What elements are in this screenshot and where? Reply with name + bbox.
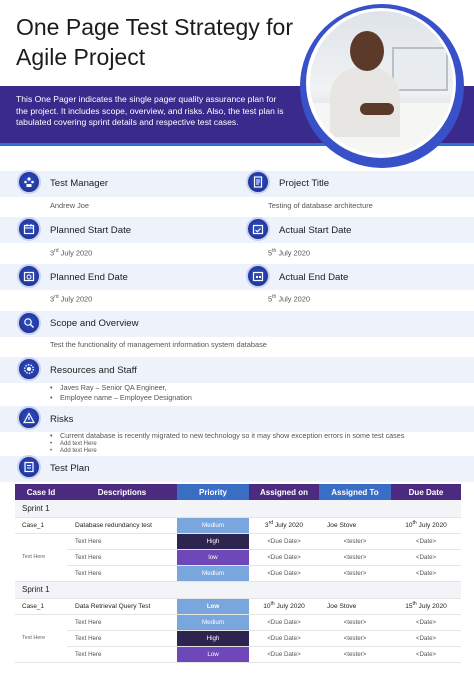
assigned-to: <tester>: [319, 533, 391, 549]
planned-end-label: Planned End Date: [50, 272, 128, 283]
actual-start-value: 5th July 2020: [268, 248, 310, 258]
list-item: • Add text Here: [50, 441, 404, 449]
row-desc: Text Here: [67, 533, 177, 549]
calendar-icon: [17, 217, 41, 241]
due-date: <Date>: [391, 565, 461, 581]
due-date: 15th July 2020: [391, 598, 461, 614]
test-plan-table: [15, 484, 461, 663]
resources-label: Resources and Staff: [50, 365, 137, 376]
plan-icon: [17, 455, 41, 479]
assigned-on: <Due Date>: [249, 630, 319, 646]
col-descriptions: Descriptions: [67, 484, 177, 500]
case-id: Case_1: [15, 598, 67, 614]
priority-badge: low: [177, 549, 249, 565]
group-label: Text Here: [15, 614, 67, 662]
page-title: [16, 12, 306, 72]
row-desc: Text Here: [67, 549, 177, 565]
assigned-to: <tester>: [319, 614, 391, 630]
col-case-id: Case Id: [15, 484, 67, 500]
sprint-label: Sprint 1: [15, 581, 461, 598]
table-row: [15, 630, 461, 646]
table-row: [15, 533, 461, 549]
scope-label: Scope and Overview: [50, 318, 139, 329]
assigned-to: <tester>: [319, 549, 391, 565]
calendar-clock-icon: [17, 264, 41, 288]
assigned-on: <Due Date>: [249, 549, 319, 565]
intro-text: This One Pager indicates the single pager quality assurance plan for the project. It includes scope, overview, and risks. Also, the test plan is tabulated covering sprint details and respective test cases.: [16, 94, 284, 127]
due-date: <Date>: [391, 614, 461, 630]
priority-badge: Low: [177, 598, 249, 614]
due-date: <Date>: [391, 533, 461, 549]
assigned-on: <Due Date>: [249, 614, 319, 630]
col-assigned-on: Assigned on: [249, 484, 319, 500]
test-manager-value: Andrew Joe: [50, 201, 90, 210]
resources-list: [50, 383, 192, 402]
assigned-to: Joe Stove: [319, 517, 391, 533]
planned-start-label: Planned Start Date: [50, 225, 132, 236]
case-desc: Database redundancy test: [67, 517, 177, 533]
table-row: [15, 517, 461, 533]
priority-badge: High: [177, 630, 249, 646]
row-desc: Text Here: [67, 565, 177, 581]
actual-end-value: 5th July 2020: [268, 294, 310, 304]
priority-badge: Medium: [177, 517, 249, 533]
sprint-label: Sprint 1: [15, 500, 461, 517]
assigned-on: 3rd July 2020: [249, 517, 319, 533]
group-label: Text Here: [15, 533, 67, 581]
priority-badge: Low: [177, 646, 249, 662]
row-desc: Text Here: [67, 630, 177, 646]
assigned-on: 10th July 2020: [249, 598, 319, 614]
assigned-to: <tester>: [319, 565, 391, 581]
assigned-on: <Due Date>: [249, 565, 319, 581]
risks-label: Risks: [50, 414, 74, 425]
assigned-to: Joe Stove: [319, 598, 391, 614]
risk-icon: [17, 406, 41, 430]
photo-frame: [300, 4, 464, 168]
col-assigned-to: Assigned To: [319, 484, 391, 500]
assigned-to: <tester>: [319, 630, 391, 646]
list-item: • Add text Here: [50, 448, 404, 456]
table-row: [15, 598, 461, 614]
project-title-label: Project Title: [279, 178, 330, 189]
title-line-1: One Page Test Strategy for: [16, 14, 294, 40]
person-photo: [310, 11, 453, 154]
col-due-date: Due Date: [391, 484, 461, 500]
row-desc: Text Here: [67, 614, 177, 630]
risks-list: [50, 431, 404, 456]
list-item: • Employee name – Employee Designation: [50, 393, 192, 403]
actual-end-label: Actual End Date: [279, 272, 349, 283]
due-date: <Date>: [391, 549, 461, 565]
test-manager-label: Test Manager: [50, 178, 109, 189]
table-row: [15, 646, 461, 662]
scope-icon: [17, 311, 41, 335]
assigned-on: <Due Date>: [249, 533, 319, 549]
test-plan-label: Test Plan: [50, 463, 90, 474]
case-id: Case_1: [15, 517, 67, 533]
title-line-2: Agile Project: [16, 44, 146, 70]
table-row: [15, 565, 461, 581]
actual-start-label: Actual Start Date: [279, 225, 352, 236]
staff-icon: [17, 357, 41, 381]
scope-text: Test the functionality of management information system database: [50, 340, 267, 349]
due-date: <Date>: [391, 630, 461, 646]
due-date: <Date>: [391, 646, 461, 662]
project-title-value: Testing of database architecture: [268, 201, 373, 210]
planned-start-value: 3rd July 2020: [50, 248, 93, 258]
assigned-on: <Due Date>: [249, 646, 319, 662]
calendar-check-icon: [246, 217, 270, 241]
priority-badge: High: [177, 533, 249, 549]
document-icon: [246, 170, 270, 194]
table-row: [15, 549, 461, 565]
table-row: [15, 614, 461, 630]
due-date: 10th July 2020: [391, 517, 461, 533]
calendar-tick-icon: [246, 264, 270, 288]
table-header: [15, 484, 461, 500]
assigned-to: <tester>: [319, 646, 391, 662]
list-item: • Javes Ray – Senior QA Engineer,: [50, 383, 192, 393]
row-desc: Text Here: [67, 646, 177, 662]
team-icon: [17, 170, 41, 194]
list-item: • Current database is recently migrated to new technology so it may show exception errors in some test cases: [50, 431, 404, 441]
priority-badge: Medium: [177, 614, 249, 630]
planned-end-value: 3rd July 2020: [50, 294, 93, 304]
case-desc: Data Retrieval Query Test: [67, 598, 177, 614]
col-priority: Priority: [177, 484, 249, 500]
priority-badge: Medium: [177, 565, 249, 581]
